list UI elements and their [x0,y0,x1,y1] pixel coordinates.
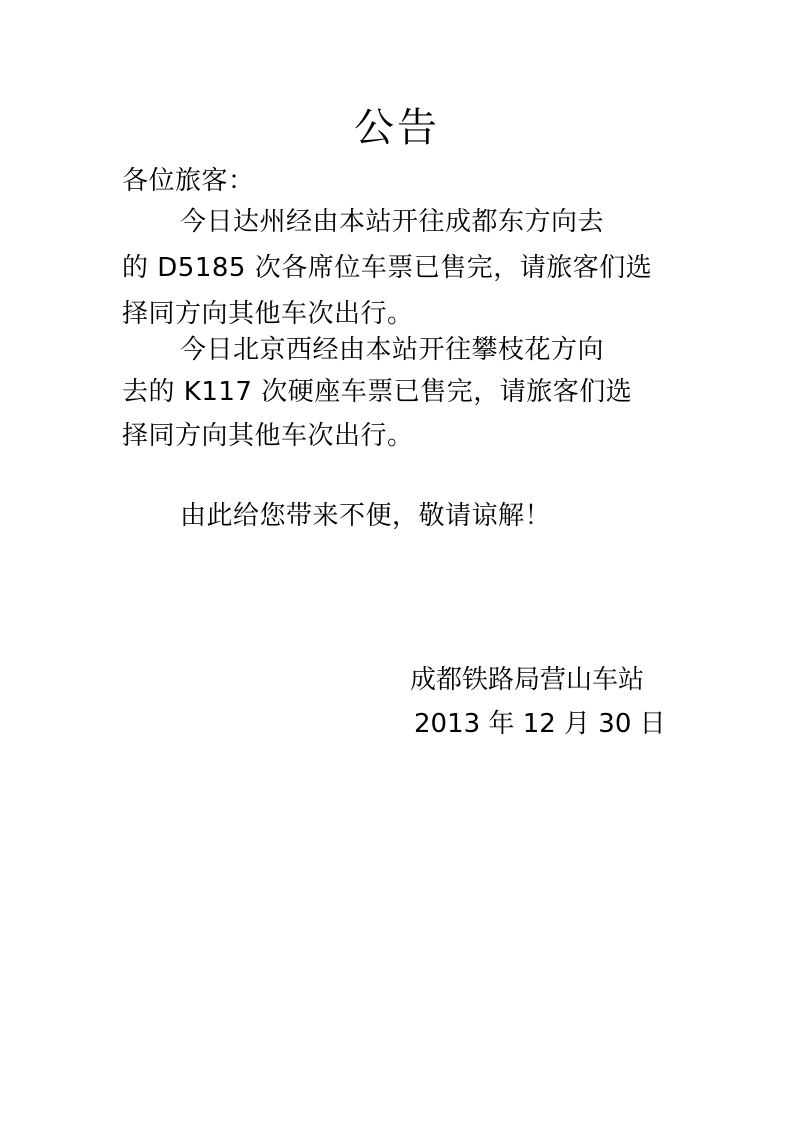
signature-organization: 成都铁路局营山车站 [410,665,645,695]
notice-title: 公告 [354,105,440,151]
paragraph2-line1: 今日北京西经由本站开往攀枝花方向 [180,335,605,365]
greeting: 各位旅客： [122,166,255,196]
paragraph1-line2: 的 D5185 次各席位车票已售完，请旅客们选 [122,253,653,283]
signature-date: 2013 年 12 月 30 日 [414,709,666,739]
paragraph2-line2: 去的 K117 次硬座车票已售完，请旅客们选 [122,377,633,407]
paragraph1-line1: 今日达州经由本站开往成都东方向去 [180,207,605,237]
paragraph2-line3: 择同方向其他车次出行。 [122,421,414,451]
apology-text: 由此给您带来不便，敬请谅解！ [180,501,552,531]
paragraph1-line3: 择同方向其他车次出行。 [122,299,414,329]
